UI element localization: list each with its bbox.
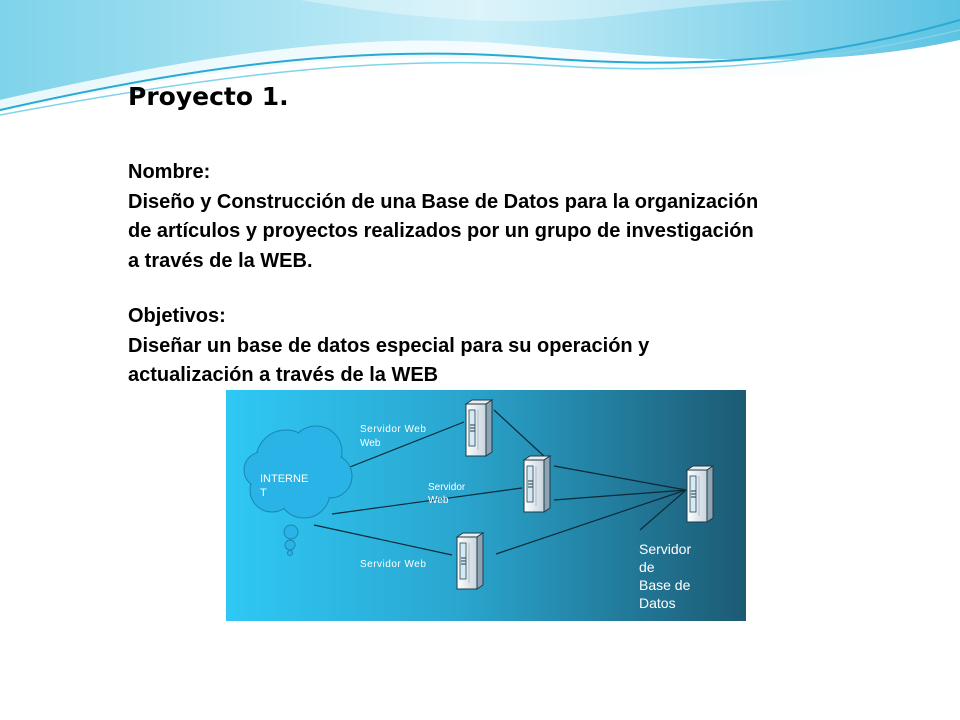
nombre-line: Diseño y Construcción de una Base de Datos para la organización (128, 190, 759, 213)
server2-label-line: Web (428, 495, 449, 506)
web-server-1-icon (466, 400, 492, 456)
cloud-label-line: INTERNE (260, 473, 309, 485)
nombre-label: Nombre: (128, 161, 211, 183)
db-label-line: Datos (639, 595, 676, 611)
nombre-line: a través de la WEB. (128, 249, 313, 272)
web-server-2-icon (524, 456, 550, 512)
nombre-line: de artículos y proyectos realizados por un grupo de investigación (128, 220, 754, 242)
db-label-line: Base de (639, 577, 691, 593)
database-server-icon (687, 466, 713, 522)
nombre-section (128, 158, 928, 276)
server1-label-line: Servidor Web (360, 424, 427, 435)
network-diagram (226, 390, 746, 621)
objetivos-line: Diseñar un base de datos especial para su operación y (128, 334, 650, 357)
server2-label-line: Servidor (428, 482, 466, 493)
objetivos-label: Objetivos: (128, 305, 226, 327)
server3-label: Servidor Web (360, 559, 427, 570)
objetivos-line: actualización a través de la WEB (128, 364, 439, 386)
db-label-line: Servidor (639, 541, 692, 557)
objetivos-section (128, 302, 928, 391)
db-label-line: de (639, 559, 655, 575)
slide-title: Proyecto 1. (128, 82, 289, 111)
web-server-3-icon (457, 533, 483, 589)
cloud-label-line: T (260, 487, 267, 499)
server1-label-line: Web (360, 438, 381, 449)
header-wave-decoration (0, 0, 960, 140)
